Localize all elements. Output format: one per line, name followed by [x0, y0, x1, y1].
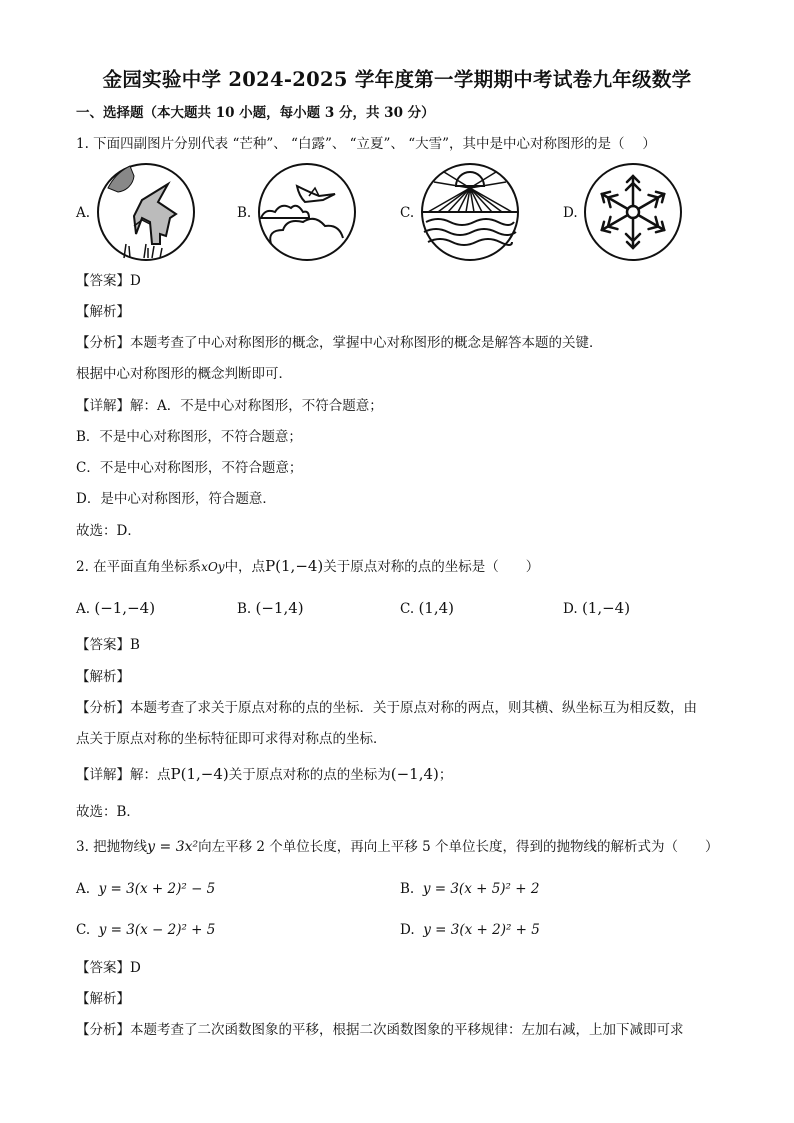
q1-detail-c: C．不是中心对称图形，不符合题意；: [76, 460, 303, 476]
q1-option-c-label: C.: [400, 205, 415, 221]
bailu-picture-icon: [257, 162, 357, 262]
q2-option-d: [563, 599, 630, 618]
q2-point: P(1,−4): [265, 557, 324, 575]
q3-stem-post: 向左平移 2 个单位长度，再向上平移 5 个单位长度，得到的抛物线的解析式为（ ）: [198, 839, 719, 855]
q2-xiangjie-pre: 【详解】解：点: [76, 767, 171, 783]
q2-option-b: [237, 599, 304, 618]
q3-option-c: [76, 921, 215, 939]
q3-answer: 【答案】D: [76, 960, 141, 976]
q2-xiangjie-result: (−1,4): [390, 765, 439, 783]
page-title: 金园实验中学 2024-2025 学年度第一学期期中考试卷九年级数学: [102, 68, 692, 91]
q2-xiangjie-point: P(1,−4): [170, 765, 229, 783]
q2-option-c-label: C.: [400, 601, 415, 617]
q3-option-b-label: B.: [400, 881, 415, 897]
q2-option-d-value: (1,−4): [581, 599, 631, 617]
q3-equation: y = 3x²: [147, 839, 199, 855]
q2-option-a-label: A.: [76, 601, 91, 617]
q3-option-c-label: C.: [76, 922, 91, 938]
q1-jiexi: 【解析】: [76, 304, 130, 320]
q2-option-c-value: (1,4): [418, 599, 454, 617]
q1-answer: 【答案】D: [76, 273, 141, 289]
q2-xiangjie-post: ；: [438, 767, 453, 783]
q3-stem-pre: 3. 把抛物线: [76, 839, 148, 855]
question-2-stem: [76, 557, 539, 576]
q3-option-b: [400, 880, 539, 898]
q1-fenxi-2: 根据中心对称图形的概念判断即可．: [76, 366, 292, 382]
q2-jiexi: 【解析】: [76, 669, 130, 685]
q1-option-d-label: D.: [563, 205, 578, 221]
q2-option-d-label: D.: [563, 601, 578, 617]
q1-choose: 故选：D．: [76, 523, 141, 539]
q2-fenxi: 【分析】本题考查了求关于原点对称的点的坐标．关于原点对称的两点，则其横、纵坐标互为相反数，由: [76, 700, 697, 716]
q2-choose: 故选：B．: [76, 804, 140, 820]
section-heading: 一、选择题（本大题共 10 小题，每小题 3 分，共 30 分）: [76, 105, 435, 121]
daxue-snowflake-picture-icon: [583, 162, 683, 262]
q2-option-b-label: B.: [237, 601, 252, 617]
q2-option-c: [400, 599, 454, 618]
q2-stem-pre: 2. 在平面直角坐标系: [76, 559, 202, 575]
q3-fenxi: 【分析】本题考查了二次函数图象的平移，根据二次函数图象的平移规律：左加右减，上加下减即可求: [76, 1022, 684, 1038]
q2-xiangjie-mid: 关于原点对称的点的坐标为: [228, 767, 391, 783]
q1-option-a-label: A.: [76, 205, 91, 221]
q3-option-d-value: y = 3(x + 2)² + 5: [423, 922, 540, 938]
q3-option-d: [400, 921, 540, 939]
mangzhong-picture-icon: [96, 162, 196, 262]
q3-jiexi: 【解析】: [76, 991, 130, 1007]
question-3-stem: [76, 838, 718, 856]
q1-option-b-label: B.: [237, 205, 252, 221]
q3-option-a-label: A.: [76, 881, 91, 897]
q2-fenxi-2: 点关于原点对称的坐标特征即可求得对称点的坐标．: [76, 731, 387, 747]
q2-answer: 【答案】B: [76, 637, 140, 653]
question-1-stem: 1. 下面四副图片分别代表 “芒种”、 “白露”、 “立夏”、 “大雪”，其中是中心对称图形的是（ ）: [76, 136, 656, 152]
lixia-picture-icon: [420, 162, 520, 262]
q1-detail-d: D．是中心对称图形，符合题意．: [76, 491, 276, 507]
q2-option-b-value: (−1,4): [255, 599, 304, 617]
q3-option-d-label: D.: [400, 922, 415, 938]
q2-option-a: [76, 599, 155, 618]
q2-xiangjie: [76, 765, 452, 784]
q3-option-c-value: y = 3(x − 2)² + 5: [98, 922, 216, 938]
q1-xiangjie: 【详解】解：A．不是中心对称图形，不符合题意；: [76, 398, 383, 414]
q3-option-a: [76, 880, 215, 898]
q2-stem-mid: 中，点: [224, 559, 266, 575]
q2-coordinate-system: xOy: [201, 560, 225, 574]
q2-stem-post: 关于原点对称的点的坐标是（ ）: [323, 559, 540, 575]
q2-option-a-value: (−1,−4): [94, 599, 156, 617]
q3-option-b-value: y = 3(x + 5)² + 2: [422, 881, 540, 897]
q1-detail-b: B．不是中心对称图形，不符合题意；: [76, 429, 302, 445]
q1-fenxi: 【分析】本题考查了中心对称图形的概念，掌握中心对称图形的概念是解答本题的关键．: [76, 335, 603, 351]
q3-option-a-value: y = 3(x + 2)² − 5: [98, 881, 216, 897]
